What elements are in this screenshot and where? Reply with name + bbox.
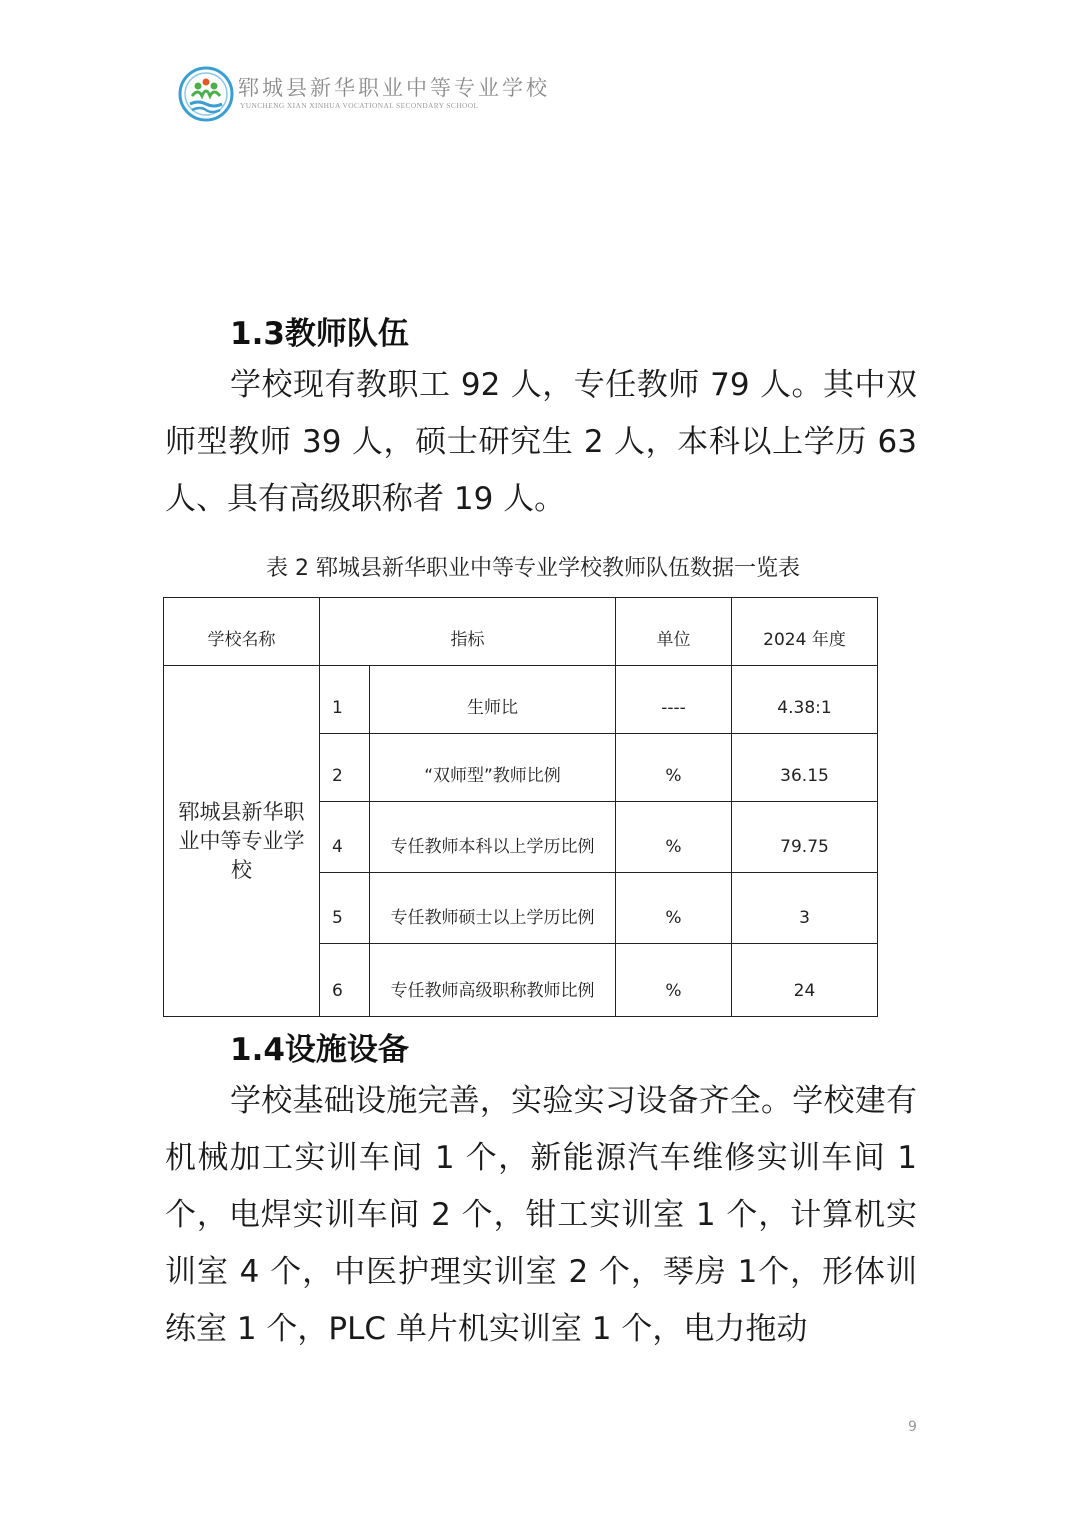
header-school-name-en: YUNCHENG XIAN XINHUA VOCATIONAL SECONDARY SCHOOL [240,101,479,110]
row-number: 6 [320,944,370,1017]
header-year: 2024 年度 [732,598,878,666]
teacher-data-table [163,597,878,1017]
table-row [164,666,878,734]
row-indicator: 专任教师高级职称教师比例 [370,944,616,1017]
facilities-paragraph-text: 学校基础设施完善，实验实习设备齐全。学校建有机械加工实训车间 1 个，新能源汽车维修实训车间 1 个，电焊实训车间 2 个，钳工实训室 1 个，计算机实训室 4 个，中医护理实训室 2 个，琴房 1个，形体训练室 1 个，PLC 单片机实训室 1 个，电力拖动 [165,1083,917,1347]
school-logo [178,66,234,122]
table-header-row [164,598,878,666]
teachers-paragraph-text: 学校现有教职工 92 人，专任教师 79 人。其中双师型教师 39 人，硕士研究生 2 人，本科以上学历 63 人、具有高级职称者 19 人。 [165,367,917,517]
section-heading-facilities: 1.4设施设备 [230,1032,409,1068]
row-number: 1 [320,666,370,734]
section-heading-teachers: 1.3教师队伍 [230,316,409,352]
row-indicator: “双师型”教师比例 [370,734,616,802]
school-name-cell: 郓城县新华职业中等专业学校 [164,666,320,1017]
header-indicator: 指标 [320,598,616,666]
facilities-paragraph [165,1073,917,1358]
page-number: 9 [908,1419,917,1435]
row-indicator: 专任教师硕士以上学历比例 [370,873,616,944]
row-indicator: 专任教师本科以上学历比例 [370,802,616,873]
row-unit: % [616,802,732,873]
row-unit: % [616,944,732,1017]
header-school-name: 郓城县新华职业中等专业学校 [238,76,550,100]
row-unit: ---- [616,666,732,734]
row-value: 36.15 [732,734,878,802]
row-value: 24 [732,944,878,1017]
table-caption: 表 2 郓城县新华职业中等专业学校教师队伍数据一览表 [266,556,800,581]
teachers-paragraph [165,357,917,528]
row-number: 2 [320,734,370,802]
row-unit: % [616,873,732,944]
row-number: 5 [320,873,370,944]
row-value: 3 [732,873,878,944]
row-value: 4.38:1 [732,666,878,734]
row-unit: % [616,734,732,802]
header-unit: 单位 [616,598,732,666]
row-value: 79.75 [732,802,878,873]
row-indicator: 生师比 [370,666,616,734]
header-school: 学校名称 [164,598,320,666]
row-number: 4 [320,802,370,873]
